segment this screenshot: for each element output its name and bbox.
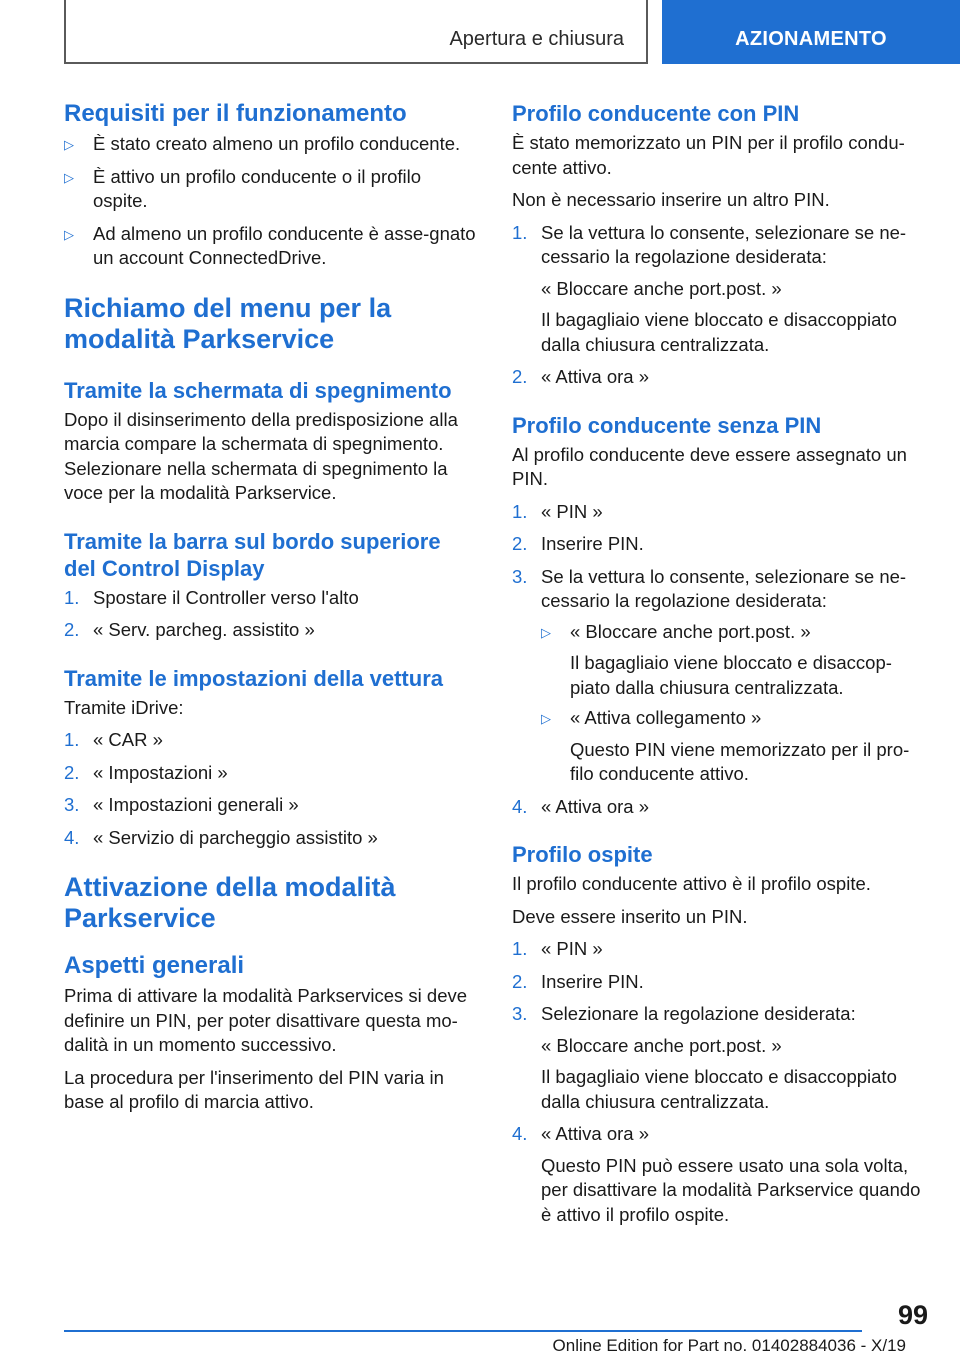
- requisiti-list: [64, 132, 478, 271]
- list-item: ▷ È stato creato almeno un profilo conducente.: [64, 132, 478, 157]
- paragraph-senza-pin: Al profilo conducente deve essere assegnato un PIN.: [512, 443, 907, 489]
- right-column: [512, 100, 926, 1235]
- list-item: ▷ « Bloccare anche port.post. » Il bagagliaio viene bloccato e disaccop-piato dalla chiusura centralizzata.: [541, 620, 926, 701]
- chapter-tab[interactable]: [662, 0, 960, 64]
- list-item: 4. « Attiva ora »: [512, 795, 649, 817]
- paragraph-ospite-1: Il profilo conducente attivo è il profilo ospite.: [512, 873, 871, 894]
- senza-pin-sub-options: [541, 620, 926, 787]
- list-item: 2. « Attiva ora »: [512, 366, 649, 387]
- list-item: 4. « Servizio di parcheggio assistito »: [64, 826, 378, 848]
- paragraph-aspetti-1: Prima di attivare la modalità Parkservices si deve definire un PIN, per poter disattivare questa mo-dalità in un momento successivo.: [64, 985, 468, 1055]
- footer-divider: [64, 1330, 862, 1332]
- option-label: « Bloccare anche port.post. »: [541, 1034, 782, 1056]
- paragraph-aspetti-2: La procedura per l'inserimento del PIN varia in base al profilo di marcia attivo.: [64, 1066, 444, 1112]
- option-description: Questo PIN può essere usato una sola volta, per disattivare la modalità Parkservice quando è attivo il profilo ospite.: [541, 1154, 921, 1225]
- list-item: ▷ Ad almeno un profilo conducente è asse-gnato un account ConnectedDrive.: [64, 222, 476, 268]
- list-item: ▷ È attivo un profilo conducente o il profilo ospite.: [64, 165, 422, 211]
- heading-schermata: Tramite la schermata di spegnimento: [64, 377, 452, 403]
- triangle-bullet-icon: ▷: [64, 169, 74, 185]
- heading-senza-pin: Profilo conducente senza PIN: [512, 412, 822, 438]
- option-description: Questo PIN viene memorizzato per il pro-filo conducente attivo.: [570, 738, 910, 784]
- list-item: 3. Selezionare la regolazione desiderata: « Bloccare anche port.post. » Il bagagliaio viene bloccato e disaccoppiato dalla chiusura centralizzata.: [512, 1002, 926, 1114]
- list-item: 2. « Impostazioni »: [64, 761, 228, 783]
- list-item: 1. Se la vettura lo consente, selezionare se ne-cessario la regolazione desiderata: « Bloccare anche port.post. » Il bagagliaio viene bloccato e disaccoppiato dalla chiusura centralizzata.: [512, 221, 926, 358]
- paragraph-schermata: Dopo il disinserimento della predisposizione alla marcia compare la schermata di spegnimento. Selezionare nella schermata di spegnimento la voce per la modalità Parkservice.: [64, 408, 458, 503]
- list-item: 2. Inserire PIN.: [512, 970, 644, 992]
- list-item: 1. Spostare il Controller verso l'alto: [64, 586, 359, 608]
- triangle-bullet-icon: ▷: [541, 624, 551, 640]
- con-pin-steps: [512, 221, 926, 390]
- heading-attivazione: Attivazione della modalità Parkservice: [64, 872, 396, 933]
- paragraph-con-pin-2: Non è necessario inserire un altro PIN.: [512, 189, 830, 210]
- list-item: 4. « Attiva ora » Questo PIN può essere usato una sola volta, per disattivare la modalità Parkservice quando è attivo il profilo ospite.: [512, 1122, 926, 1227]
- list-item: 3. « Impostazioni generali »: [64, 794, 299, 815]
- heading-aspetti-generali: Aspetti generali: [64, 952, 245, 979]
- list-item: 1. « PIN »: [512, 938, 603, 959]
- heading-profilo-ospite: Profilo ospite: [512, 842, 653, 867]
- list-item: 1. « PIN »: [512, 500, 603, 522]
- paragraph-ospite-2: Deve essere inserito un PIN.: [512, 905, 748, 927]
- heading-barra: Tramite la barra sul bordo superiore del Control Display: [64, 528, 441, 581]
- list-item: 3. Se la vettura lo consente, selezionare se ne-cessario la regolazione desiderata: ▷ « Bloccare anche port.post. » Il bagagliaio viene bloccato e disaccop-piato dalla chiusura centralizzata. ▷ « Attiva collegamento » Questo PIN viene memorizzato per il pro-filo conducente attivo.: [512, 565, 926, 787]
- left-column: [64, 100, 478, 1123]
- triangle-bullet-icon: ▷: [541, 711, 551, 726]
- ospite-steps: [512, 937, 926, 1227]
- footer-edition: Online Edition for Part no. 01402884036 - X/19: [552, 1336, 906, 1355]
- option-description: Il bagagliaio viene bloccato e disaccoppiato dalla chiusura centralizzata.: [541, 1066, 897, 1112]
- header-section-box: [64, 0, 648, 64]
- section-title: Apertura e chiusura: [449, 28, 624, 50]
- impostazioni-steps: [64, 728, 478, 850]
- heading-impostazioni: Tramite le impostazioni della vettura: [64, 665, 443, 691]
- list-item: 2. Inserire PIN.: [512, 533, 644, 554]
- heading-richiamo-menu: Richiamo del menu per la modalità Parkservice: [64, 292, 392, 354]
- list-item: ▷ « Attiva collegamento » Questo PIN viene memorizzato per il pro-filo conducente attivo.: [541, 706, 926, 787]
- option-description: Il bagagliaio viene bloccato e disaccop-piato dalla chiusura centralizzata.: [570, 652, 892, 698]
- list-item: 2. « Serv. parcheg. assistito »: [64, 619, 315, 640]
- triangle-bullet-icon: ▷: [64, 137, 74, 152]
- senza-pin-steps: [512, 500, 926, 820]
- option-label: « Bloccare anche port.post. »: [541, 277, 782, 299]
- paragraph-impostazioni: Tramite iDrive:: [64, 696, 184, 718]
- paragraph-con-pin-1: È stato memorizzato un PIN per il profilo condu-cente attivo.: [512, 132, 905, 178]
- heading-con-pin: Profilo conducente con PIN: [512, 101, 800, 126]
- page-number: 99: [897, 1300, 928, 1330]
- option-description: Il bagagliaio viene bloccato e disaccoppiato dalla chiusura centralizzata.: [541, 309, 897, 355]
- heading-requisiti: Requisiti per il funzionamento: [64, 100, 407, 127]
- triangle-bullet-icon: ▷: [64, 226, 74, 242]
- list-item: 1. « CAR »: [64, 729, 163, 750]
- chapter-tab-label: AZIONAMENTO: [735, 28, 887, 50]
- barra-steps: [64, 586, 478, 643]
